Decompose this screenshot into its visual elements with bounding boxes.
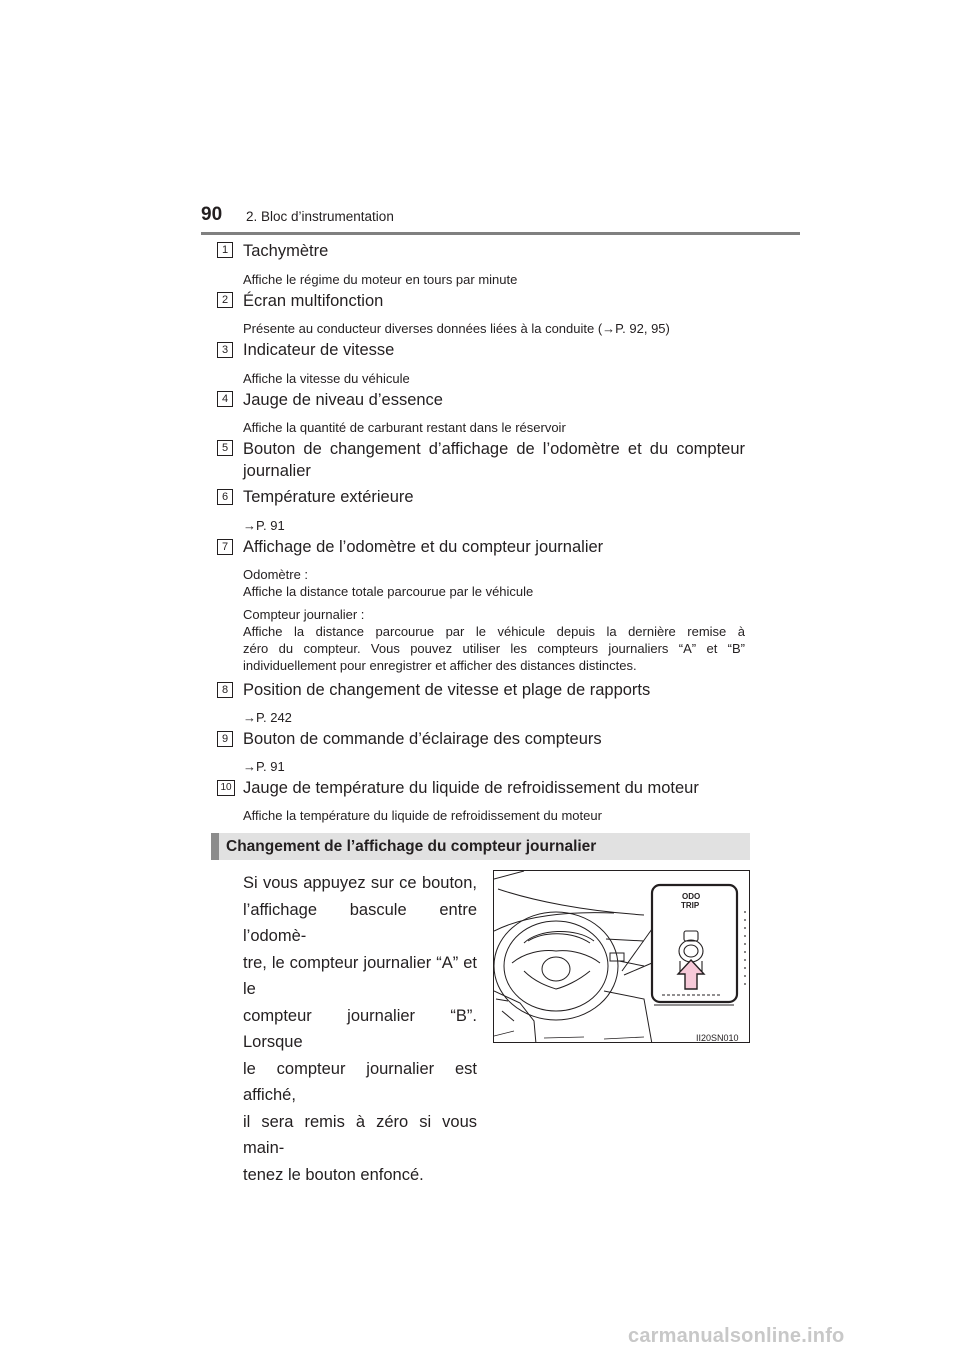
page-number: 90	[201, 204, 223, 225]
item-description: Affiche la quantité de carburant restant dans le réservoir	[243, 420, 566, 435]
item-title: Affichage de l’odomètre et du compteur journalier	[243, 538, 604, 556]
item-title: Bouton de commande d’éclairage des compteurs	[243, 730, 602, 748]
item-title: Température extérieure	[243, 488, 414, 506]
dashboard-drawing	[494, 871, 750, 1043]
item-number: 5	[217, 440, 233, 456]
button-label-trip: TRIP	[681, 901, 700, 910]
item-title: Position de changement de vitesse et plage de rapports	[243, 681, 651, 699]
paragraph-line: compteur journalier “B”. Lorsque	[243, 1006, 477, 1051]
section-header-accent	[211, 833, 219, 860]
item-number: 10	[217, 780, 235, 796]
item-number: 7	[217, 539, 233, 555]
item-description: Affiche la température du liquide de refroidissement du moteur	[243, 808, 602, 823]
paragraph-line: tenez le bouton enfoncé.	[243, 1165, 424, 1184]
header-rule	[201, 232, 800, 235]
item-description: Affiche la vitesse du véhicule	[243, 371, 410, 386]
item-title-continuation: journalier	[243, 462, 311, 480]
item-page-reference: →P. 91	[243, 759, 285, 774]
item-description-label: Odomètre :	[243, 567, 309, 582]
item-number: 1	[217, 242, 233, 258]
paragraph-line: le compteur journalier est affiché,	[243, 1059, 477, 1104]
item-description: individuellement pour enregistrer et afficher des distances distinctes.	[243, 658, 637, 673]
item-number: 2	[217, 292, 233, 308]
item-description-label: Compteur journalier :	[243, 607, 365, 622]
item-number: 3	[217, 342, 233, 358]
item-description: Affiche la distance totale parcourue par le véhicule	[243, 584, 534, 599]
item-page-reference: →P. 91	[243, 518, 285, 533]
item-page-reference: →P. 242	[243, 710, 292, 725]
item-description: zéro du compteur. Vous pouvez utiliser les compteurs journaliers “A” et “B”	[243, 641, 745, 656]
item-title: Jauge de température du liquide de refroidissement du moteur	[243, 779, 699, 797]
item-title: Écran multifonction	[243, 292, 384, 310]
item-title: Tachymètre	[243, 242, 329, 260]
item-number: 4	[217, 391, 233, 407]
figure-code: II20SN010	[696, 1033, 739, 1043]
paragraph-line: tre, le compteur journalier “A” et le	[243, 953, 477, 998]
watermark: carmanualsonline.info	[628, 1325, 845, 1347]
section-paragraph	[243, 870, 477, 1188]
item-description: Affiche la distance parcourue par le véhicule depuis la dernière remise à	[243, 624, 745, 639]
button-label-odo: ODO	[682, 892, 701, 901]
item-description: Affiche le régime du moteur en tours par minute	[243, 272, 518, 287]
paragraph-line: l’affichage bascule entre l’odomè-	[243, 900, 477, 945]
item-number: 9	[217, 731, 233, 747]
paragraph-line: Si vous appuyez sur ce bouton,	[243, 874, 477, 892]
item-title: Indicateur de vitesse	[243, 341, 395, 359]
item-title: Jauge de niveau d’essence	[243, 391, 443, 409]
chapter-title: 2. Bloc d’instrumentation	[246, 209, 394, 224]
dashboard-illustration	[493, 870, 750, 1043]
paragraph-line: il sera remis à zéro si vous main-	[243, 1112, 477, 1157]
item-number: 8	[217, 682, 233, 698]
section-title: Changement de l’affichage du compteur journalier	[226, 838, 597, 855]
item-title: Bouton de changement d’affichage de l’odomètre et du compteur	[243, 440, 745, 458]
item-number: 6	[217, 489, 233, 505]
item-description: Présente au conducteur diverses données liées à la conduite (→P. 92, 95)	[243, 321, 670, 336]
